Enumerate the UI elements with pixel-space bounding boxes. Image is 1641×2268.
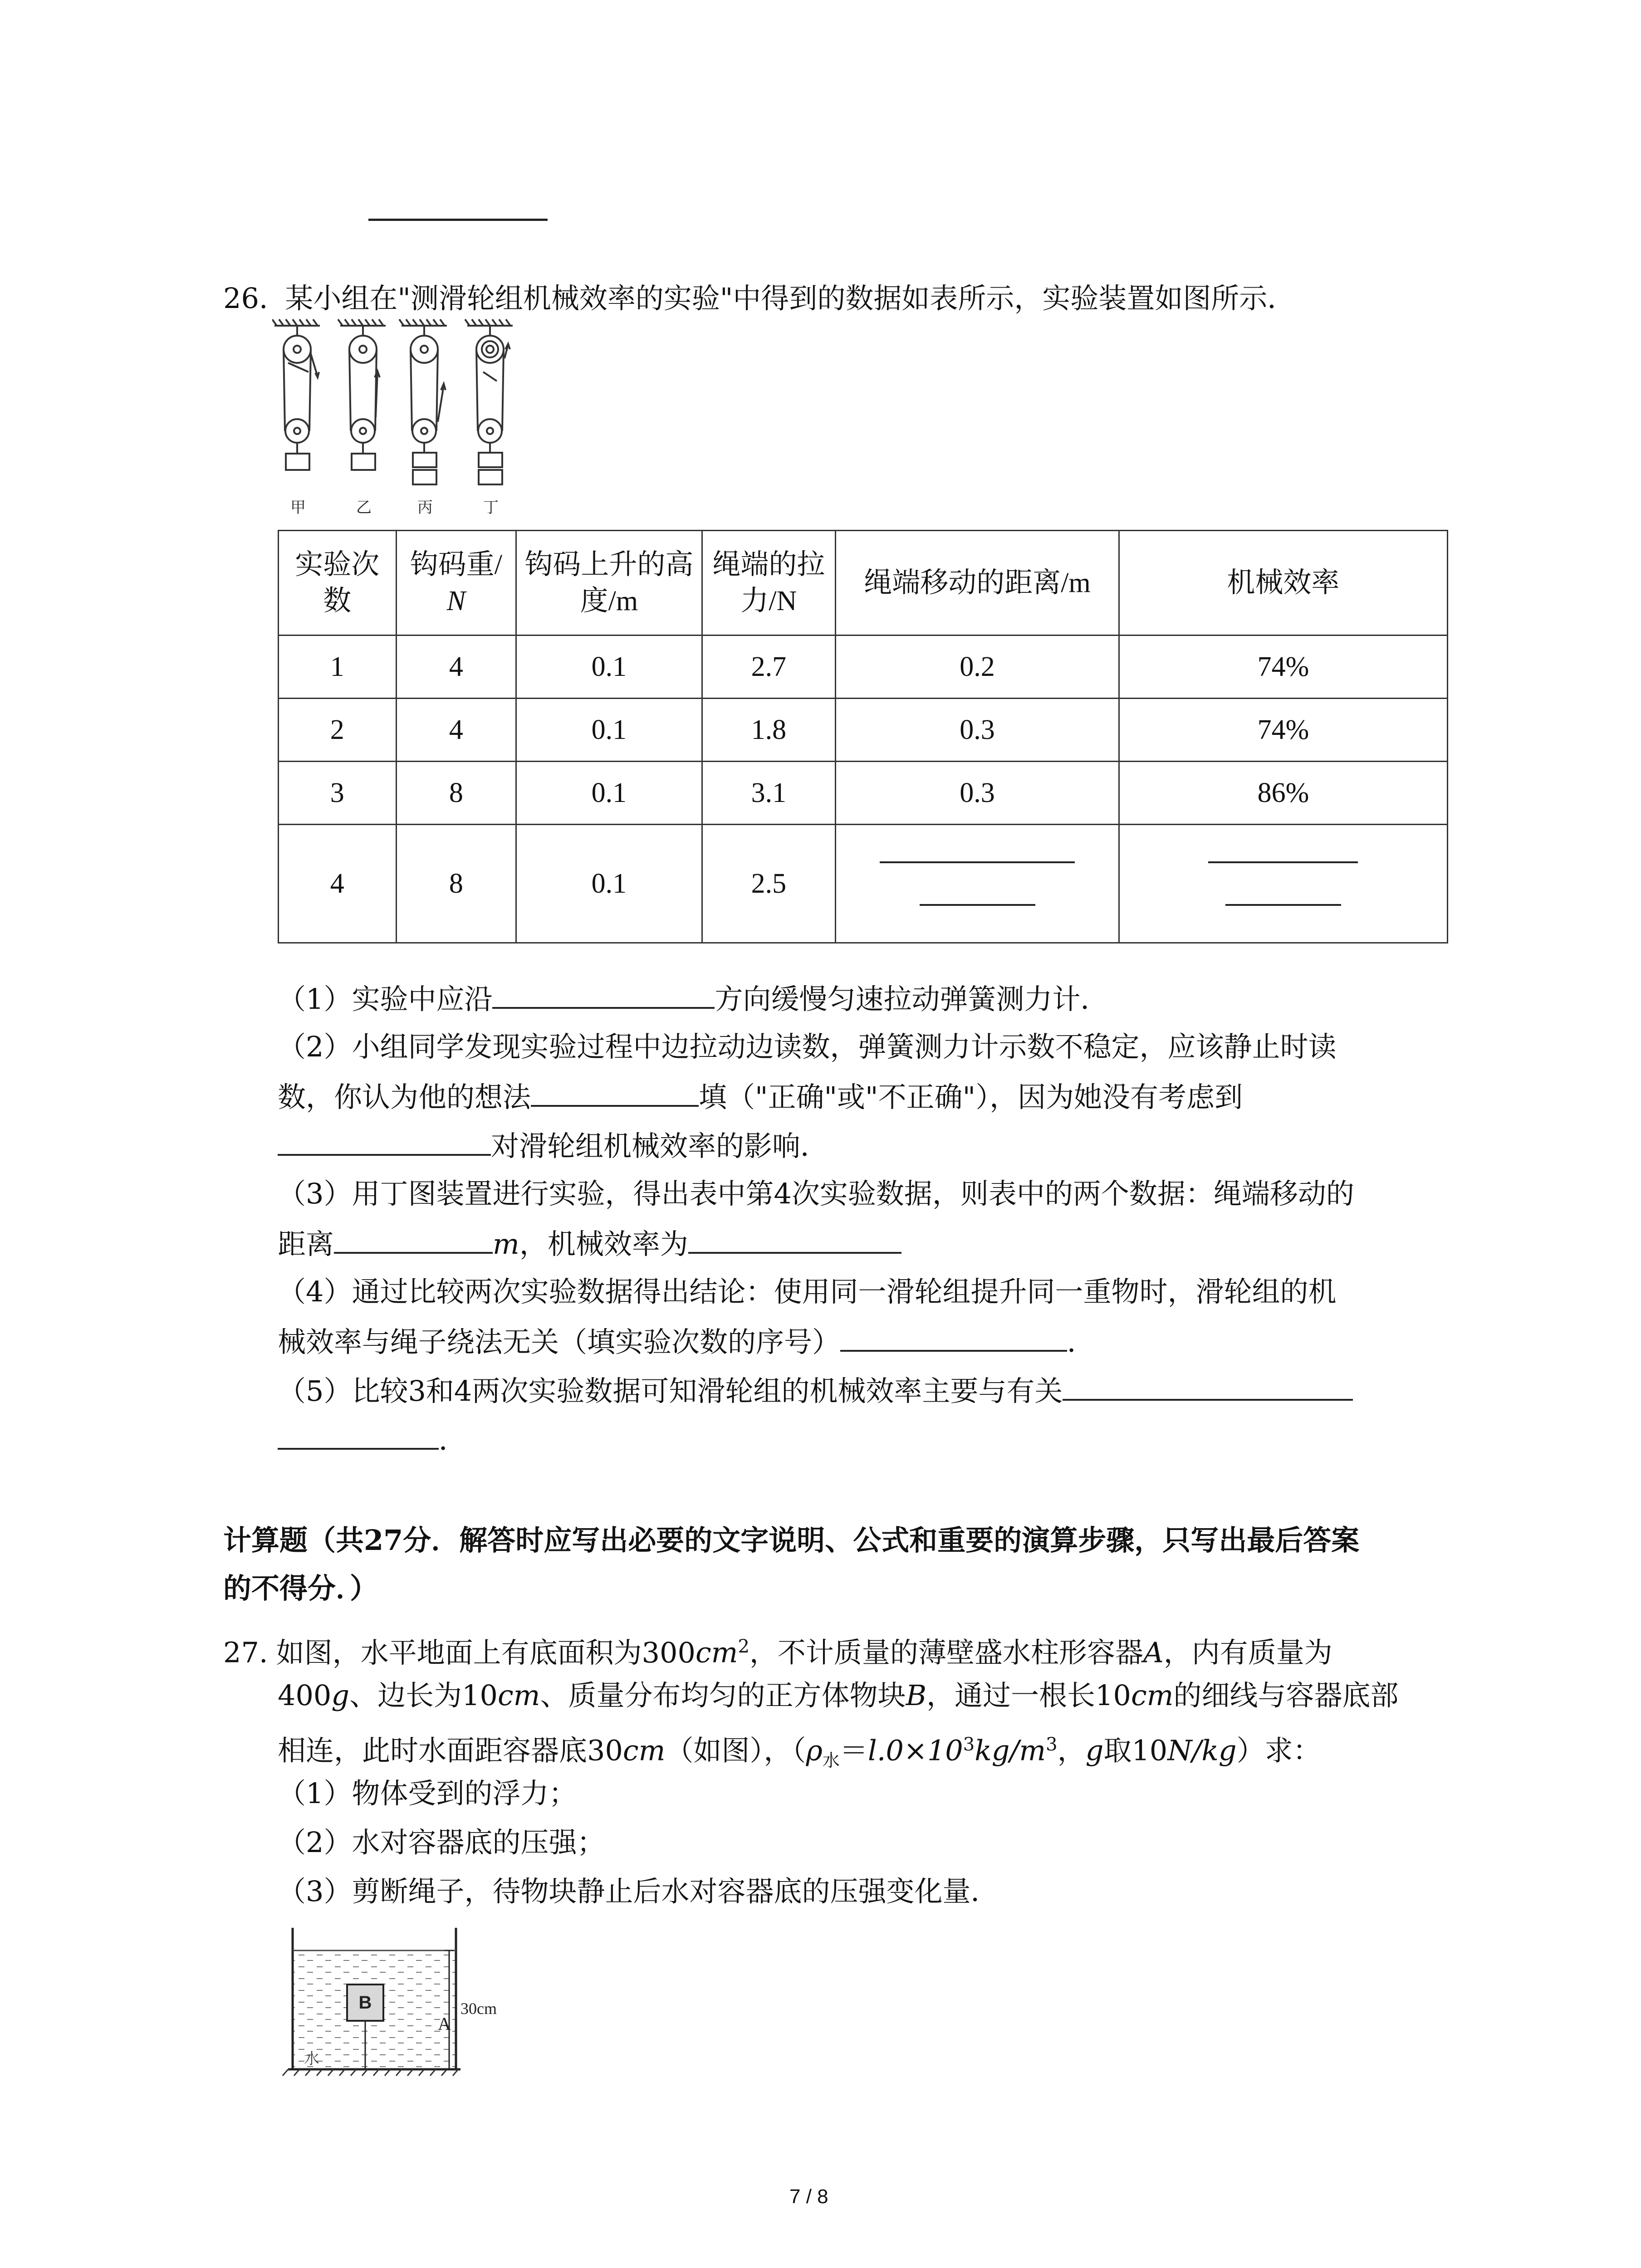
cell: 74%	[1119, 699, 1447, 762]
q26-part4-line2: 械效率与绳子绕法无关（填实验次数的序号） ．	[278, 1318, 1095, 1365]
header-weight: 钩码重/ N	[396, 531, 516, 635]
table-header-row	[279, 531, 1448, 635]
cell: 4	[279, 825, 397, 943]
answer-blank[interactable]	[688, 1220, 901, 1254]
pulley-setup-yi	[349, 326, 380, 470]
header-height: 钩码上升的高 度/m	[516, 531, 702, 635]
q27-line3: 相连，此时水面距容器底30cm（如图），（$\rho_水=l.0\times 10^3kg/m^3$，g取10N/kg）求：	[278, 1734, 1321, 1771]
table-row	[279, 699, 1448, 762]
q26-part5-line1: （5）比较3和4两次实验数据可知滑轮组的机械效率主要与有关	[278, 1367, 1353, 1414]
q26-part2-line1: （2）小组同学发现实验过程中边拉动边读数，弹簧测力计示数不稳定，应该静止时读	[278, 1030, 1337, 1063]
answer-blank[interactable]	[492, 975, 715, 1009]
cell: 86%	[1119, 762, 1447, 825]
header-trial: 实验次 数	[279, 531, 397, 635]
cell: 2.7	[702, 635, 836, 699]
q26-number: 26.	[223, 282, 268, 315]
table-row	[279, 762, 1448, 825]
q26-part3-line2: 距离 m，机械效率为	[278, 1220, 901, 1267]
cell: 4	[396, 699, 516, 762]
q26-part1: （1）实验中应沿 方向缓慢匀速拉动弹簧测力计．	[278, 975, 1108, 1022]
label-bing: 丙	[417, 499, 433, 517]
q26-stem	[223, 276, 1295, 321]
answer-blank[interactable]	[1063, 1367, 1353, 1401]
q26-part2-line2: 数，你认为他的想法 填（"正确"或"不正确"），因为她没有考虑到	[278, 1073, 1243, 1120]
cell: 2	[279, 699, 397, 762]
q27-sub1: （1）物体受到的浮力；	[278, 1777, 577, 1810]
container-label: A	[438, 2014, 451, 2034]
section-heading-line2: 的不得分．）	[223, 1572, 378, 1605]
page-number: 7 / 8	[789, 2185, 828, 2208]
cell: 4	[396, 635, 516, 699]
cell: 8	[396, 825, 516, 943]
cell: 0.1	[516, 762, 702, 825]
cell-answer-efficiency[interactable]	[1119, 825, 1447, 943]
q26-part4-line1: （4）通过比较两次实验数据得出结论：使用同一滑轮组提升同一重物时，滑轮组的机	[278, 1275, 1337, 1308]
experiment-table	[278, 530, 1448, 943]
cell: 1.8	[702, 699, 836, 762]
container-figure	[279, 1928, 533, 2091]
pulley-setup-jia	[284, 326, 319, 470]
q26-part5-line2: ．	[278, 1416, 467, 1463]
q27-line1: 27. 如图，水平地面上有底面积为$300cm^2$，不计质量的薄壁盛水柱形容器A，内有质量为	[223, 1636, 1332, 1669]
q26-stem-text: 某小组在"测滑轮组机械效率的实验"中得到的数据如表所示，实验装置如图所示．	[285, 282, 1296, 315]
pulley-setup-bing	[411, 326, 446, 484]
cell: 3	[279, 762, 397, 825]
pulley-setup-ding	[476, 326, 510, 484]
cell: 0.3	[836, 762, 1119, 825]
q27-sub3: （3）剪断绳子，待物块静止后水对容器底的压强变化量．	[278, 1875, 999, 1908]
header-pull-force: 绳端的拉 力/N	[702, 531, 836, 635]
header-efficiency: 机械效率	[1119, 531, 1447, 635]
q27-sub2: （2）水对容器底的压强；	[278, 1826, 605, 1859]
answer-blank[interactable]	[278, 1122, 491, 1156]
q26-part3-line1: （3）用丁图装置进行实验，得出表中第4次实验数据，则表中的两个数据：绳端移动的	[278, 1177, 1354, 1210]
table-row	[279, 635, 1448, 699]
cell: 8	[396, 762, 516, 825]
cell: 0.2	[836, 635, 1119, 699]
answer-blank[interactable]	[278, 1416, 439, 1450]
label-yi: 乙	[356, 499, 372, 517]
cell: 0.1	[516, 825, 702, 943]
cell: 2.5	[702, 825, 836, 943]
height-label: 30cm	[460, 1999, 497, 2018]
water-label: 水	[304, 2050, 319, 2068]
answer-line-top	[368, 219, 548, 221]
q26-part2-line3: 对滑轮组机械效率的影响．	[278, 1122, 828, 1169]
section-heading-line1: 计算题（共27分．解答时应写出必要的文字说明、公式和重要的演算步骤，只写出最后答案	[223, 1524, 1360, 1557]
block-b-label: B	[358, 1993, 372, 2013]
answer-blank[interactable]	[840, 1318, 1067, 1352]
ceiling-hatch	[272, 319, 513, 326]
cell: 1	[279, 635, 397, 699]
header-rope-distance: 绳端移动的距离/m	[836, 531, 1119, 635]
cell: 74%	[1119, 635, 1447, 699]
q27-line2: 400g、边长为10cm、质量分布均匀的正方体物块B，通过一根长10cm的细线与容器底部	[278, 1679, 1399, 1712]
cell: 0.1	[516, 699, 702, 762]
pulley-figure	[272, 318, 544, 531]
cell: 3.1	[702, 762, 836, 825]
cell: 0.1	[516, 635, 702, 699]
table-row	[279, 825, 1448, 943]
label-jia: 甲	[290, 499, 306, 517]
answer-blank[interactable]	[531, 1073, 699, 1107]
answer-blank[interactable]	[334, 1220, 493, 1254]
label-ding: 丁	[483, 499, 499, 517]
cell: 0.3	[836, 699, 1119, 762]
cell-answer-distance[interactable]	[836, 825, 1119, 943]
